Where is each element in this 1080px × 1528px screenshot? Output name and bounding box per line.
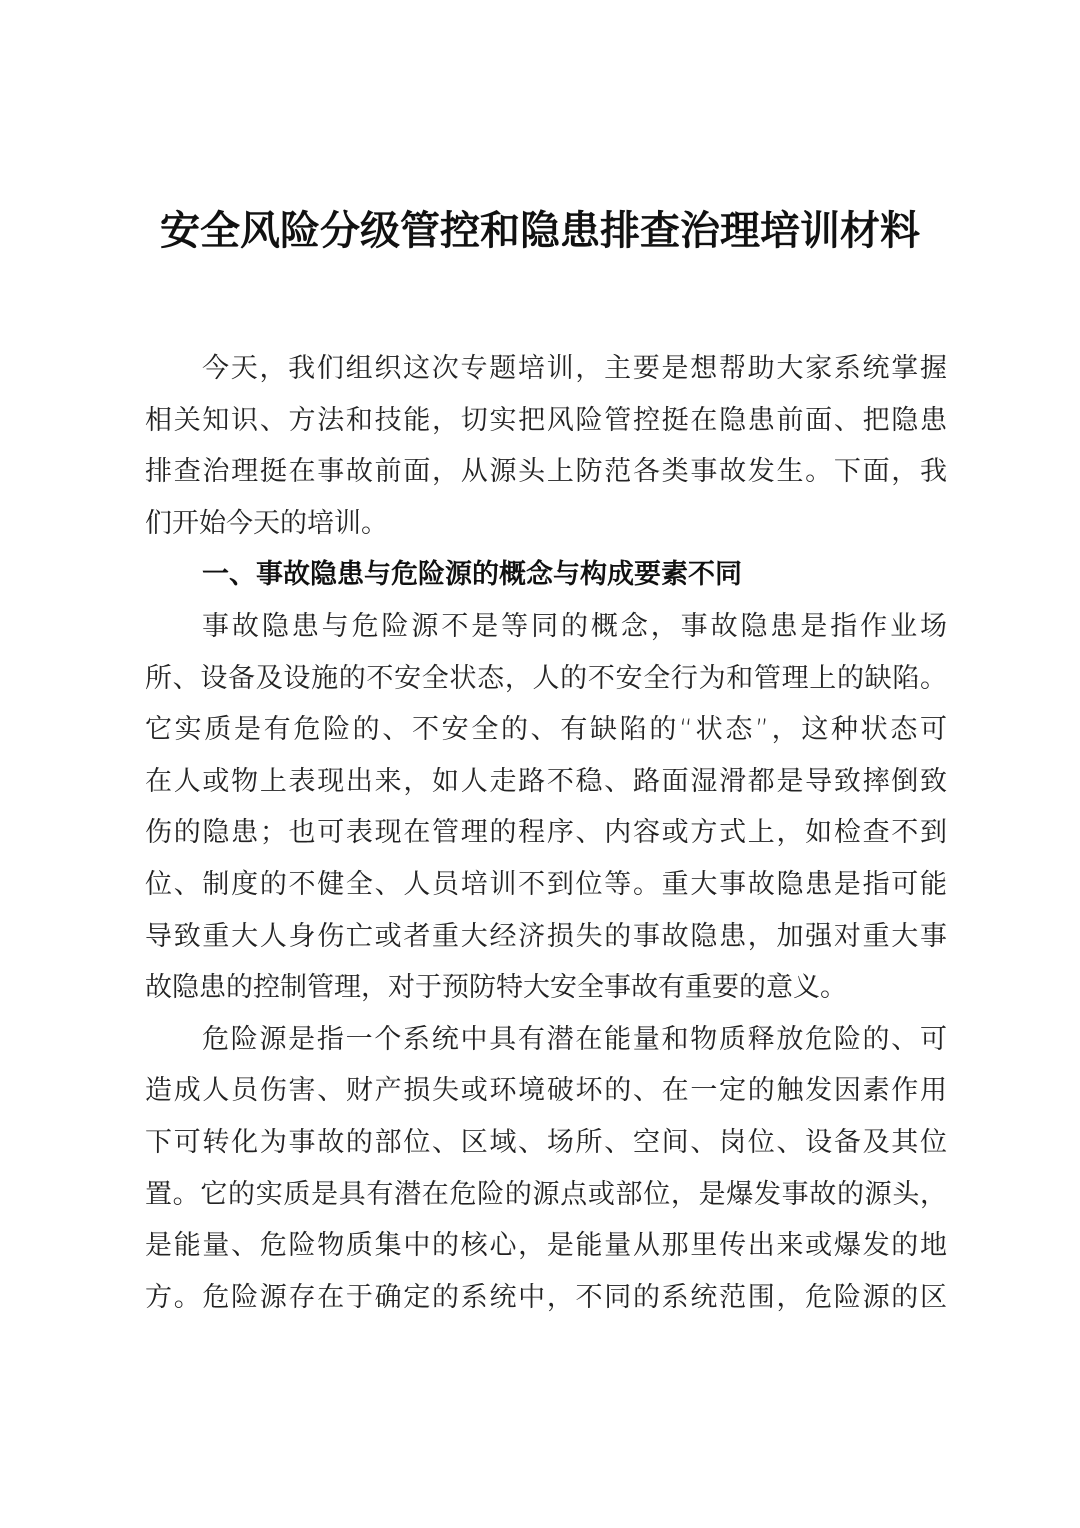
text-line: 伤的隐患；也可表现在管理的程序、内容或方式上，如检查不到 [145,817,947,849]
document-title: 安全风险分级管控和隐患排查治理培训材料 [160,207,920,254]
text-line: 它实质是有危险的、不安全的、有缺陷的“状态”，这种状态可 [145,714,947,746]
text-line: 方。危险源存在于确定的系统中，不同的系统范围，危险源的区 [145,1281,947,1313]
paragraph-danger-source-definition [145,1014,947,1324]
text-line: 所、设备及设施的不安全状态，人的不安全行为和管理上的缺陷。 [145,662,947,694]
text-line: 是能量、危险物质集中的核心，是能量从那里传出来或爆发的地 [145,1230,947,1262]
document-body [145,343,947,1323]
text-line: 相关知识、方法和技能，切实把风险管控挺在隐患前面、把隐患 [145,404,947,436]
text-line: 位、制度的不健全、人员培训不到位等。重大事故隐患是指可能 [145,868,947,900]
text-line: 事故隐患与危险源不是等同的概念，事故隐患是指作业场 [202,610,947,642]
text-line: 排查治理挺在事故前面，从源头上防范各类事故发生。下面，我 [145,456,947,488]
paragraph-intro [145,343,947,549]
text-line: 造成人员伤害、财产损失或环境破坏的、在一定的触发因素作用 [145,1075,947,1107]
text-line: 导致重大人身伤亡或者重大经济损失的事故隐患，加强对重大事 [145,920,947,952]
paragraph-hazard-definition [145,601,947,1014]
text-line: 下可转化为事故的部位、区域、场所、空间、岗位、设备及其位 [145,1126,947,1158]
text-line: 故隐患的控制管理，对于预防特大安全事故有重要的意义。 [145,972,847,1004]
text-line: 今天，我们组织这次专题培训，主要是想帮助大家系统掌握 [202,353,947,384]
text-line: 们开始今天的培训。 [145,507,388,539]
text-line: 置。它的实质是具有潜在危险的源点或部位，是爆发事故的源头， [145,1178,947,1210]
text-line: 在人或物上表现出来，如人走路不稳、路面湿滑都是导致摔倒致 [145,765,947,797]
section-heading: 一、事故隐患与危险源的概念与构成要素不同 [202,559,742,591]
text-line: 危险源是指一个系统中具有潜在能量和物质释放危险的、可 [202,1023,947,1055]
